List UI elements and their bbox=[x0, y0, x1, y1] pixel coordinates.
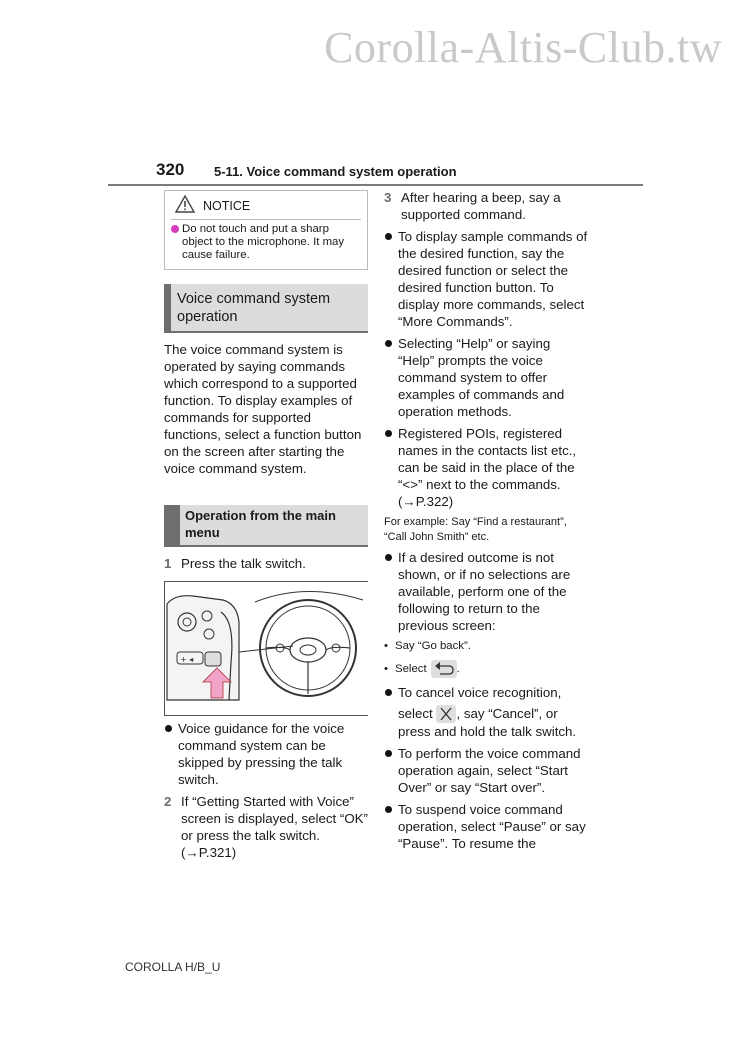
bullet-pause bbox=[384, 801, 589, 852]
step-number: 2 bbox=[164, 794, 172, 809]
bullet-dot-icon bbox=[384, 335, 398, 420]
bullet-registered-pois bbox=[384, 425, 589, 510]
bullet-text: To perform the voice command operation again, select “Start Over” or say “Start over”. bbox=[398, 746, 581, 796]
step-text: If “Getting Started with Voice” screen is displayed, select “OK” or press the talk switch. (→P.321) bbox=[181, 794, 368, 860]
svg-text:+ ◂: + ◂ bbox=[180, 655, 194, 664]
bullet-text: If a desired outcome is not shown, or if no selections are available, perform one of the following to return to the previous screen: bbox=[398, 550, 571, 633]
page-number: 320 bbox=[156, 160, 185, 179]
close-x-icon bbox=[436, 705, 456, 723]
cancel-text-2 bbox=[398, 705, 589, 740]
left-column bbox=[164, 190, 368, 861]
intro-paragraph: The voice command system is operated by saying commands which correspond to a supported function. To display examples of commands for supported functions, select a function button on the screen after starting the voice command system. bbox=[164, 342, 362, 476]
bullet-dot-icon bbox=[384, 801, 398, 852]
sub-heading: Operation from the main menu bbox=[164, 505, 368, 547]
notice-title: NOTICE bbox=[203, 198, 251, 213]
footer-model: COROLLA H/B_U bbox=[125, 960, 221, 974]
main-heading: Voice command system operation bbox=[164, 284, 368, 333]
right-column bbox=[384, 189, 589, 852]
bullet-voice-guidance bbox=[164, 720, 368, 788]
bullet-text: To suspend voice command operation, select “Pause” or say “Pause”. To resume the bbox=[398, 802, 586, 852]
cancel-text-1: To cancel voice recognition, bbox=[398, 685, 562, 700]
small-dot-icon: • bbox=[384, 662, 388, 675]
steering-wheel-illustration bbox=[164, 581, 368, 716]
page-header bbox=[108, 160, 643, 186]
bullet-start-over bbox=[384, 745, 589, 796]
bullet-dot-icon bbox=[384, 425, 398, 510]
subbullet-text: Select bbox=[395, 662, 427, 675]
bullet-sample-commands bbox=[384, 228, 589, 330]
step-number: 1 bbox=[164, 556, 172, 571]
watermark: Corolla-Altis-Club.tw bbox=[324, 23, 722, 72]
steering-wheel-talk-switch-icon bbox=[165, 582, 369, 715]
bullet-cancel bbox=[384, 684, 589, 740]
small-dot-icon: • bbox=[384, 640, 388, 652]
step-number: 3 bbox=[384, 190, 392, 205]
bullet-text bbox=[398, 684, 589, 740]
bullet-text: To display sample commands of the desired function, say the desired function or select the desired function button. To display more commands, select “More Commands”. bbox=[398, 229, 588, 329]
subbullet-say-go-back bbox=[384, 639, 589, 654]
notice-text: Do not touch and put a sharp object to the microphone. It may cause failure. bbox=[182, 223, 345, 261]
bullet-text: Selecting “Help” or saying “Help” prompts the voice command system to offer examples of commands and operation methods. bbox=[398, 336, 565, 419]
notice-box bbox=[164, 190, 368, 270]
bullet-dot-icon bbox=[171, 225, 179, 233]
subbullet-text: Say “Go back”. bbox=[395, 640, 471, 652]
step-2 bbox=[164, 793, 368, 861]
step-text: After hearing a beep, say a supported command. bbox=[401, 190, 561, 222]
subbullet-text: . bbox=[456, 662, 460, 675]
notice-body bbox=[171, 220, 361, 262]
bullet-text: Voice guidance for the voice command system can be skipped by pressing the talk switch. bbox=[178, 721, 345, 787]
step-text: Press the talk switch. bbox=[181, 556, 306, 571]
warning-triangle-icon bbox=[175, 195, 195, 216]
select-word: select bbox=[398, 706, 433, 721]
subbullet-select-back bbox=[384, 660, 589, 678]
section-title: 5-11. Voice command system operation bbox=[214, 164, 457, 179]
cancel-text-3: , say “Cancel”, or press and hold the talk switch. bbox=[398, 706, 577, 740]
step-3 bbox=[384, 189, 589, 223]
bullet-dot-icon bbox=[164, 720, 178, 788]
bullet-dot-icon bbox=[384, 228, 398, 330]
back-arrow-icon bbox=[431, 660, 457, 678]
bullet-dot-icon bbox=[384, 684, 398, 740]
step-1 bbox=[164, 555, 368, 572]
bullet-help bbox=[384, 335, 589, 420]
bullet-dot-icon bbox=[384, 745, 398, 796]
bullet-text: Registered POIs, registered names in the contacts list etc., can be said in the place of the “<>” next to the commands. (→P.322) bbox=[398, 426, 577, 509]
bullet-go-back bbox=[384, 549, 589, 634]
notice-header bbox=[171, 195, 361, 220]
bullet-dot-icon bbox=[384, 549, 398, 634]
example-text: For example: Say “Find a restaurant”, “Call John Smith” etc. bbox=[384, 516, 567, 543]
